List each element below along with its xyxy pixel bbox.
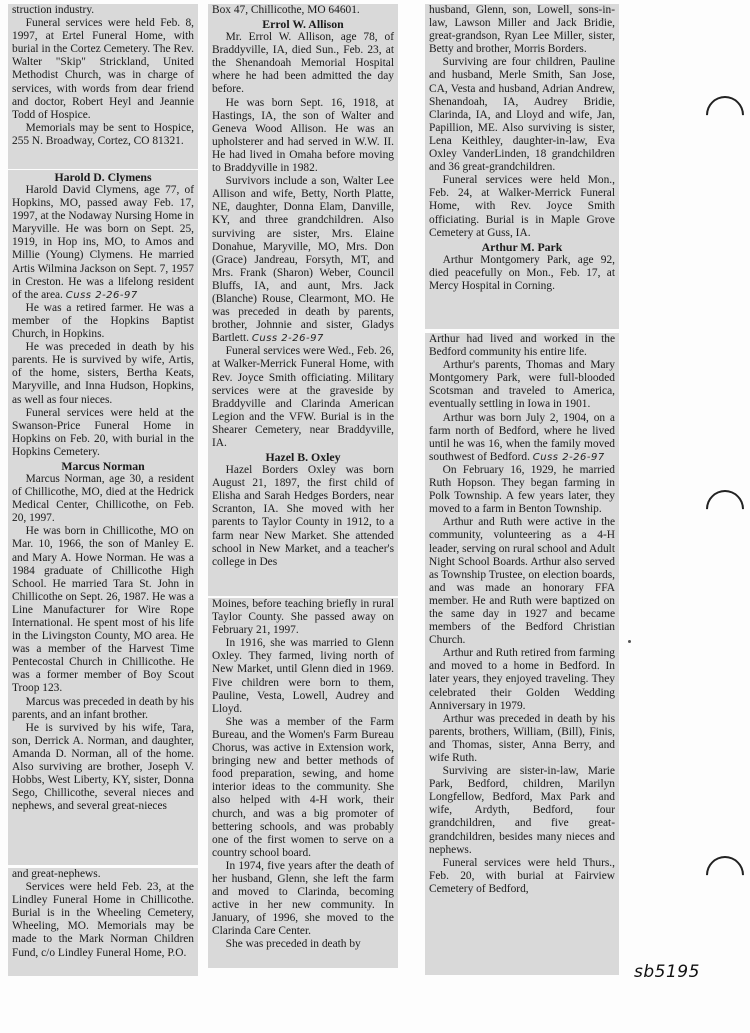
obituary-heading-allison: Errol W. Allison	[262, 17, 344, 32]
paragraph: Hazel Borders Oxley was born August 21, 1897, the first child of Elisha and Sarah Hedges Borders, near Scranton, IA. She moved with her parents to Taylor County in 1912, to a farm near New Market. She attended school in New Market, and a teacher's college in Des	[212, 464, 394, 568]
text-line: Arthur had lived and worked in the Bedford community his entire life.	[429, 333, 615, 359]
paragraph: He was preceded in death by his parents. He is survived by wife, Artis, of the home, sisters, Bertha Keats, Maryville, and Inna Hudson, Hopkins, as well as four nieces.	[12, 341, 194, 406]
clipping-clymens-norman	[8, 170, 198, 865]
paragraph: On February 16, 1929, he married Ruth Hopson. They began farming in Polk Township. A few years later, they moved to a farm in Benton Township.	[429, 463, 615, 516]
paragraph: Marcus was preceded in death by his parents, and an infant brother.	[12, 695, 194, 721]
paragraph: Surviving are sister-in-law, Marie Park, Bedford, children, Marilyn Longfellow, Bedford, Max Park and wife, Ardyth, Bedford, four grandchildren, and five great-grandchildren, besides many nieces and nephews.	[429, 765, 615, 856]
paragraph: Funeral services were Wed., Feb. 26, at Walker-Merrick Funeral Home, with Rev. Joyce Smith officiating. Military services were at the graveside by Braddyville and Clarinda American Legion and the VFW. Burial is in the Shearer Cemetery, near Braddyville, IA.	[212, 345, 394, 449]
paragraph: Marcus Norman, age 30, a resident of Chillicothe, MO, died at the Hedrick Medical Center, Chillicothe, on Feb. 20, 1997.	[12, 472, 194, 525]
paragraph: In 1916, she was married to Glenn Oxley. They farmed, living north of New Market, until Glenn died in 1969. Five children were born to them, Pauline, Vesta, Lowell, Audrey and Lloyd.	[212, 637, 394, 715]
paragraph: Memorials may be sent to Hospice, 255 N. Broadway, Cortez, CO 81321.	[12, 121, 194, 147]
clipping-norman-continued	[8, 868, 198, 976]
paragraph: He was a retired farmer. He was a member of the Hopkins Baptist Church, in Hopkins.	[12, 301, 194, 341]
clipping-oxley-end-park	[425, 4, 619, 329]
obituary-heading-clymens: Harold D. Clymens	[54, 170, 152, 184]
paragraph: She was preceded in death by	[225, 938, 361, 951]
text-line: and great-nephews.	[12, 868, 101, 880]
obituary-heading-park: Arthur M. Park	[481, 239, 563, 254]
paragraph: Funeral services were held Feb. 8, 1997, at Ertel Funeral Home, with burial in the Cortez Cemetery. The Rev. Walter "Skip" Strickland, United Methodist Church, was in charge of services, with words from dear friend and doctor, Robert Heyl and Jeannie Todd of Hospice.	[12, 17, 194, 121]
paragraph: He is survived by his wife, Tara, son, Derrick A. Norman, and daughter, Amanda D. Norman, all of the home. Also surviving are brother, Joseph V. Hobbs, West Liberty, KY, sister, Donna Sego, Chillicothe, several nieces and nephews, and several great-nieces	[12, 721, 194, 813]
text-line: struction industry.	[12, 4, 95, 16]
binder-hole-mark	[698, 88, 750, 142]
obituary-heading-norman: Marcus Norman	[61, 458, 145, 473]
binder-hole-mark	[698, 482, 750, 536]
clipping-allison-oxley	[208, 4, 398, 596]
paragraph: Arthur and Ruth retired from farming and moved to a home in Bedford. In later years, they enjoyed traveling. They celebrated their Golden Wedding Anniversary in 1979.	[429, 647, 615, 712]
paragraph: Funeral services were held Thurs., Feb. 20, with burial at Fairview Cemetery of Bedford,	[429, 856, 615, 895]
handwritten-note: Cuss 2-26-97	[65, 289, 138, 301]
paragraph: She was a member of the Farm Bureau, and the Women's Farm Bureau Chorus, was active in Extension work, bringing new and better methods of food preparation, sewing, and home interior ideas to the community. She also helped with 4-H work, their church, and was a big promoter of bettering schools, and was probably one of the first women to serve on a country school board.	[212, 715, 394, 859]
scan-speck	[628, 640, 631, 643]
clipping-col1-top	[8, 4, 198, 169]
paragraph: husband, Glenn, son, Lowell, sons-in-law, Lawson Miller and Jack Bridie, great-grandson, Ryan Lee Miller, sister, Betty and brother, Morris Borders.	[429, 4, 615, 56]
paragraph: Arthur was preceded in death by his parents, brothers, William, (Bill), Finis, and Thomas, sister, Anna Berry, and wife Ruth.	[429, 712, 615, 764]
paragraph: Arthur and Ruth were active in the community, volunteering as a 4-H leader, serving on rural school and Adult Night School Boards. Arthur also served as Township Trustee, on election boards, and was made an honorary FFA member. He and Ruth were baptized on the same day in 1927 and became members of the Bedford Christian Church.	[429, 516, 615, 647]
paragraph: He was born Sept. 16, 1918, at Hastings, IA, the son of Walter and Geneva Wood Allison. He was an upholsterer and had served in W.W. II. He had lived in Omaha before moving to Braddyville in 1982.	[212, 96, 394, 175]
paragraph: Survivors include a son, Walter Lee Allison and wife, Betty, North Platte, NE, daughter, Donna Elam, Danville, KY, and three grandchildren. Also surviving are sister, Mrs. Elaine Donahue, Maryville, MO, Mrs. Don (Grace) Jandreau, Forsyth, MT, and Mrs. Frank (Sharon) Weber, Council Bluffs, IA, and aunt, Mrs. Jack (Blanche) Rouse, Clearmont, MO. He was preceded in death by parents, brother, Johnnie and sister, Gladys Bartlett.	[212, 175, 394, 345]
paragraph: Arthur was born July 2, 1904, on a farm north of Bedford, where he lived until he was 16, when the family moved southwest of Bedford.	[429, 411, 615, 463]
paragraph: Funeral services were held at the Swanson-Price Funeral Home in Hopkins on Feb. 20, with burial in the Hopkins Cemetery.	[12, 406, 194, 458]
paragraph: In 1974, five years after the death of her husband, Glenn, she left the farm and moved to Clarinda, becoming active in her new community. In January, of 1996, she moved to the Clarinda Care Center.	[212, 859, 394, 938]
text-line: Moines, before teaching briefly in rural Taylor County. She passed away on February 21, 1997.	[212, 598, 394, 637]
paragraph: Surviving are four children, Pauline and husband, Merle Smith, San Jose, CA, Vesta and husband, Adrian Andrew, Shenandoah, IA, Audrey Bridie, Clarinda, IA, and Lloyd and wife, Jan, Papillion, ME. Also surviving is sister, Lena Keithley, daughter-in-law, Eva Oxley VanderLinden, 18 grandchildren and 36 great-grandchildren.	[429, 56, 615, 174]
clipping-oxley-continued	[208, 598, 398, 968]
paragraph: Harold David Clymens, age 77, of Hopkins, MO, passed away Feb. 17, 1997, at the Nodaway Nursing Home in Maryville. He was born on Sept. 25, 1919, in Hop ins, MO, to Amos and Millie (Young) Clymens. He married Artis Wilmina Jackson on Sept. 7, 1957 in Creston. He was a lifelong resident of the area.	[12, 184, 194, 301]
handwritten-note: Cuss 2-26-97	[251, 333, 324, 345]
address-line: Box 47, Chillicothe, MO 64601.	[212, 4, 360, 16]
paragraph: Funeral services were held Mon., Feb. 24, at Walker-Merrick Funeral Home, with Rev. Joyce Smith officiating. Burial is in Maple Grove Cemetery at Guss, IA.	[429, 174, 615, 239]
obituary-heading-oxley: Hazel B. Oxley	[265, 450, 341, 465]
paragraph: Arthur Montgomery Park, age 92, died peacefully on Mon., Feb. 17, at Mercy Hospital in Corning.	[429, 253, 615, 292]
catalog-number: sb5195	[634, 962, 700, 982]
paragraph: He was born in Chillicothe, MO on Mar. 10, 1966, the son of Manley E. and Mary A. Howe Norman. He was a 1984 graduate of Chillicothe High School. He married Tara St. John in Chillicothe on Sept. 26, 1987. He was a Line Manufacturer for Wire Rope International. He spent most of his life in the Livingston County, MO area. He was a member of the Harvest Time Pentecostal Church in Chillicothe. He was a former member of Boy Scout Troop 123.	[12, 525, 194, 695]
paragraph: Services were held Feb. 23, at the Lindley Funeral Home in Chillicothe. Burial is in the Wheeling Cemetery, Wheeling, MO. Memorials may be made to the Mark Norman Children Fund, c/o Lindley Funeral Home, P.O.	[12, 881, 194, 959]
binder-hole-mark	[698, 848, 750, 902]
paragraph: Arthur's parents, Thomas and Mary Montgomery Park, were full-blooded Scotsman and traveled to America, eventually settling in Iowa in 1901.	[429, 359, 615, 411]
paragraph: Mr. Errol W. Allison, age 78, of Braddyville, IA, died Sun., Feb. 23, at the Shenandoah Memorial Hospital where he had been admitted the day before.	[212, 31, 394, 96]
handwritten-note: Cuss 2-26-97	[532, 451, 605, 463]
clipping-park-continued	[425, 333, 619, 975]
